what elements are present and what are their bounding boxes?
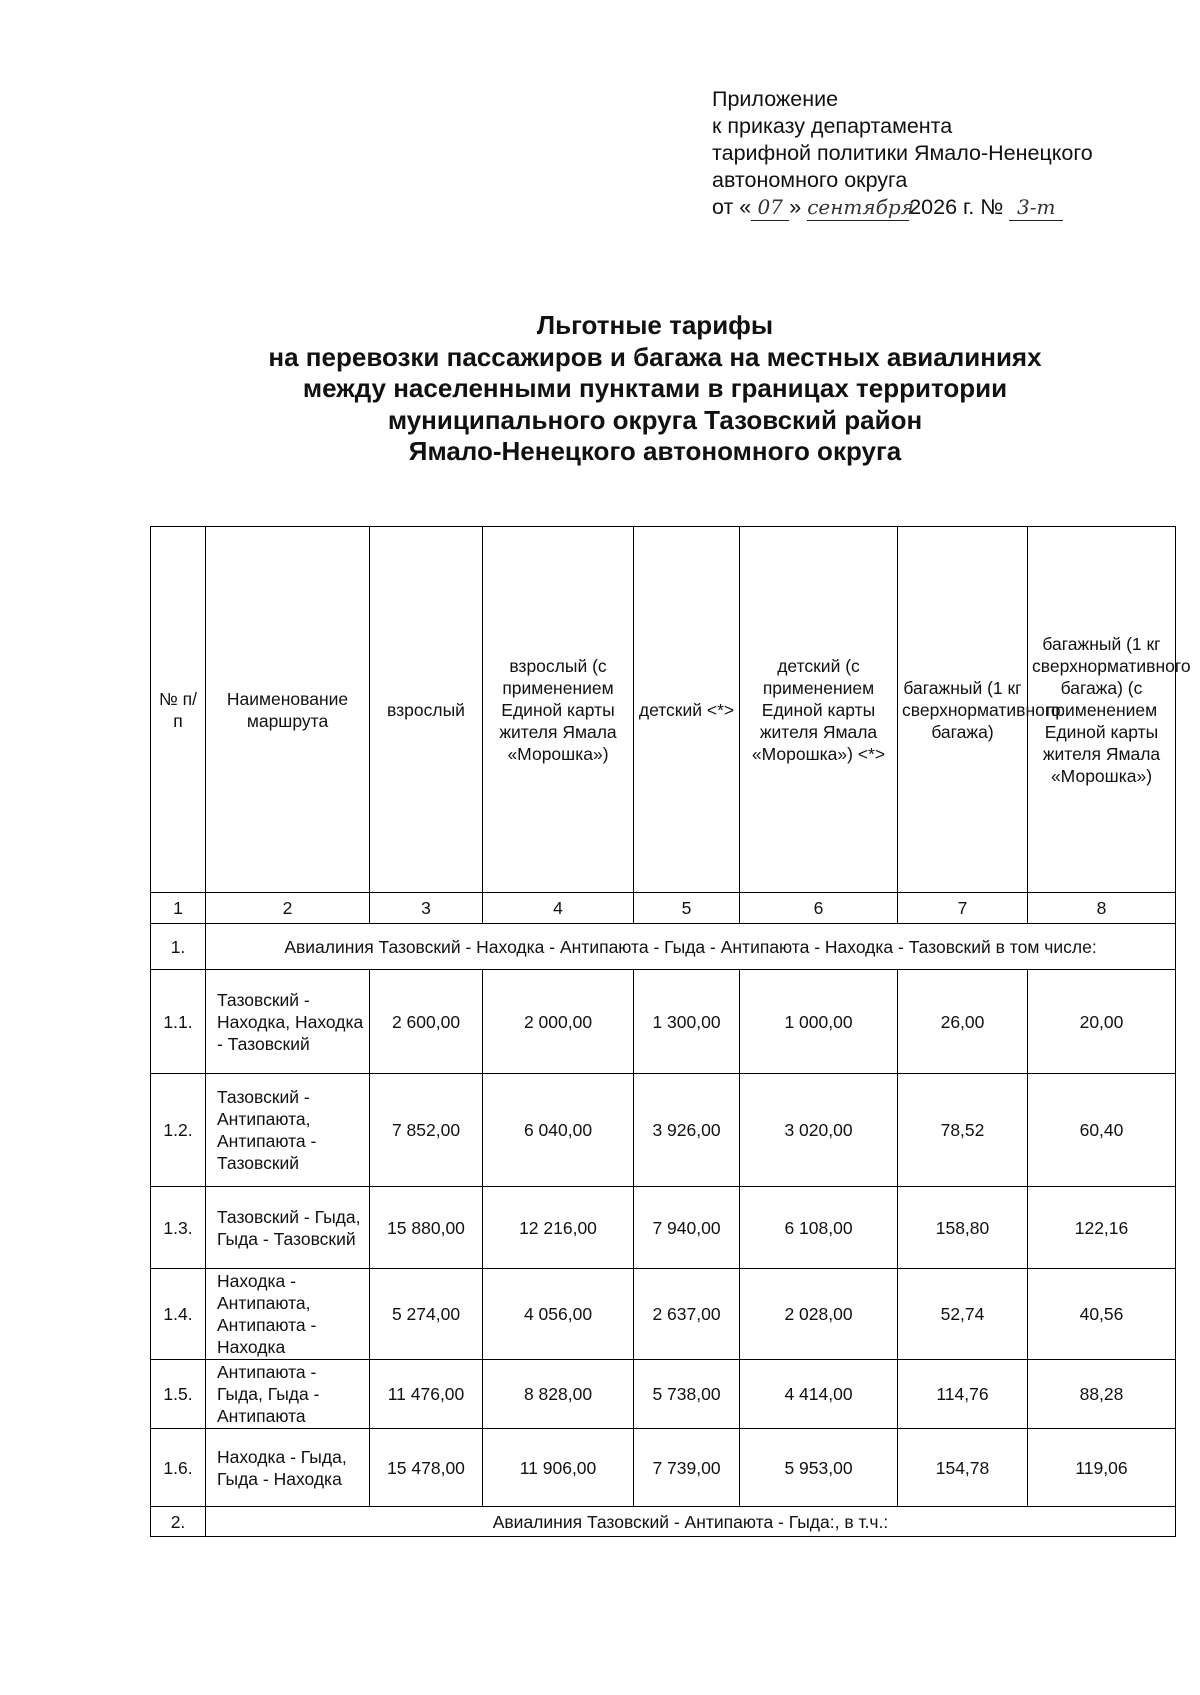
row-baggage-card: 119,06	[1028, 1429, 1176, 1507]
document-title	[0, 310, 1200, 468]
row-adult-card: 12 216,00	[483, 1187, 634, 1269]
row-adult-card: 6 040,00	[483, 1074, 634, 1187]
date-suffix: г. №	[963, 195, 1004, 219]
header-child: детский <*>	[634, 527, 740, 893]
title-line: муниципального округа Тазовский район	[387, 404, 923, 435]
row-route: Тазовский - Находка, Находка - Тазовский	[206, 970, 370, 1074]
header-adult-card: взрослый (с применением Единой карты жителя Ямала «Морошка»)	[483, 527, 634, 893]
order-number: 3-т	[1017, 195, 1056, 219]
header-num: № п/п	[151, 527, 206, 893]
row-child-card: 6 108,00	[740, 1187, 898, 1269]
row-child-card: 1 000,00	[740, 970, 898, 1074]
row-baggage: 78,52	[898, 1074, 1028, 1187]
header-row	[151, 527, 1176, 893]
row-num: 1.6.	[151, 1429, 206, 1507]
table-row	[151, 1187, 1176, 1269]
row-route: Тазовский - Антипаюта, Антипаюта - Тазовский	[206, 1074, 370, 1187]
section-label: Авиалиния Тазовский - Находка - Антипаюта - Гыда - Антипаюта - Находка - Тазовский в том числе:	[206, 924, 1176, 970]
table-row	[151, 1360, 1176, 1429]
row-route: Тазовский - Гыда, Гыда - Тазовский	[206, 1187, 370, 1269]
row-num: 1.4.	[151, 1269, 206, 1360]
title-line: Ямало-Ненецкого автономного округа	[408, 436, 902, 466]
section-row	[151, 1507, 1176, 1537]
column-number-row	[151, 893, 1176, 924]
row-adult-card: 2 000,00	[483, 970, 634, 1074]
column-number: 3	[370, 893, 483, 924]
row-adult: 7 852,00	[370, 1074, 483, 1187]
section-num: 2.	[151, 1507, 206, 1537]
table-row	[151, 1074, 1176, 1187]
row-baggage: 26,00	[898, 970, 1028, 1074]
row-child: 3 926,00	[634, 1074, 740, 1187]
row-route: Антипаюта - Гыда, Гыда - Антипаюта	[206, 1360, 370, 1429]
date-month-field	[807, 194, 914, 221]
row-baggage-card: 40,56	[1028, 1269, 1176, 1360]
appendix-line: к приказу департамента	[712, 114, 953, 138]
header-route: Наименование маршрута	[206, 527, 370, 893]
column-number: 8	[1028, 893, 1176, 924]
row-baggage: 114,76	[898, 1360, 1028, 1429]
row-adult: 15 478,00	[370, 1429, 483, 1507]
column-number: 5	[634, 893, 740, 924]
row-baggage-card: 60,40	[1028, 1074, 1176, 1187]
row-baggage-card: 20,00	[1028, 970, 1176, 1074]
row-baggage: 158,80	[898, 1187, 1028, 1269]
date-day-field	[751, 194, 789, 221]
row-baggage: 154,78	[898, 1429, 1028, 1507]
table-row	[151, 1269, 1176, 1360]
title-line: Льготные тарифы	[536, 310, 774, 340]
section-label: Авиалиния Тазовский - Антипаюта - Гыда:, в т.ч.:	[206, 1507, 1176, 1537]
row-baggage-card: 122,16	[1028, 1187, 1176, 1269]
appendix-line: автономного округа	[712, 168, 908, 192]
order-date-line	[712, 194, 1093, 221]
header-baggage: багажный (1 кг сверхнормативного багажа)	[898, 527, 1028, 893]
row-child-card: 2 028,00	[740, 1269, 898, 1360]
row-baggage-card: 88,28	[1028, 1360, 1176, 1429]
column-number: 4	[483, 893, 634, 924]
column-number: 7	[898, 893, 1028, 924]
row-baggage: 52,74	[898, 1269, 1028, 1360]
row-route: Находка - Антипаюта, Антипаюта - Находка	[206, 1269, 370, 1360]
row-adult-card: 11 906,00	[483, 1429, 634, 1507]
appendix-line: Приложение	[712, 87, 839, 111]
row-child: 2 637,00	[634, 1269, 740, 1360]
row-route: Находка - Гыда, Гыда - Находка	[206, 1429, 370, 1507]
tariffs-table	[150, 526, 1191, 1537]
title-line: на перевозки пассажиров и багажа на местных авиалиниях	[268, 341, 1042, 372]
row-adult: 5 274,00	[370, 1269, 483, 1360]
row-adult-card: 8 828,00	[483, 1360, 634, 1429]
row-num: 1.5.	[151, 1360, 206, 1429]
order-number-field	[1009, 194, 1063, 221]
row-child-card: 5 953,00	[740, 1429, 898, 1507]
title-line: между населенными пунктами в границах территории	[302, 373, 1008, 403]
table-row	[151, 970, 1176, 1074]
appendix-block	[712, 86, 1093, 221]
row-child: 5 738,00	[634, 1360, 740, 1429]
header-child-card: детский (с применением Единой карты жителя Ямала «Морошка») <*>	[740, 527, 898, 893]
row-child-card: 4 414,00	[740, 1360, 898, 1429]
date-month: сентября	[807, 195, 914, 219]
date-mid: »	[789, 195, 802, 219]
column-number: 1	[151, 893, 206, 924]
column-number: 6	[740, 893, 898, 924]
header-adult: взрослый	[370, 527, 483, 893]
appendix-line: тарифной политики Ямало-Ненецкого	[712, 141, 1093, 165]
row-child: 7 940,00	[634, 1187, 740, 1269]
date-day: 07	[757, 195, 783, 219]
header-baggage-card: багажный (1 кг сверхнормативного багажа) (с применением Единой карты жителя Ямала «Морошка»)	[1028, 527, 1176, 893]
row-adult-card: 4 056,00	[483, 1269, 634, 1360]
row-child: 1 300,00	[634, 970, 740, 1074]
row-child-card: 3 020,00	[740, 1074, 898, 1187]
row-num: 1.3.	[151, 1187, 206, 1269]
section-num: 1.	[151, 924, 206, 970]
date-prefix: от «	[712, 195, 752, 219]
row-num: 1.1.	[151, 970, 206, 1074]
table-row	[151, 1429, 1176, 1507]
section-row	[151, 924, 1176, 970]
row-adult: 11 476,00	[370, 1360, 483, 1429]
row-child: 7 739,00	[634, 1429, 740, 1507]
row-num: 1.2.	[151, 1074, 206, 1187]
row-adult: 15 880,00	[370, 1187, 483, 1269]
column-number: 2	[206, 893, 370, 924]
row-adult: 2 600,00	[370, 970, 483, 1074]
date-year: 2026	[909, 195, 958, 219]
